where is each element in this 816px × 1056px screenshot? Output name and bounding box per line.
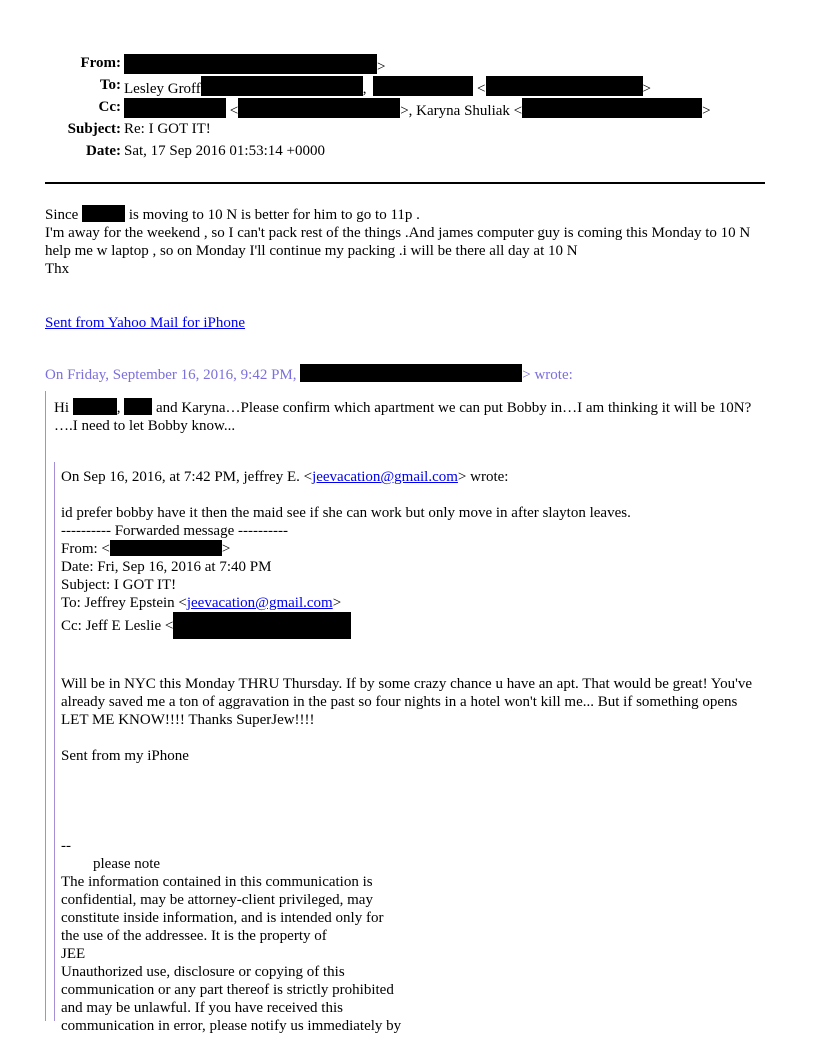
disclaimer-line: communication or any part thereof is strictly prohibited — [61, 982, 394, 998]
redaction — [124, 54, 377, 74]
redaction — [201, 76, 363, 96]
quote-attribution: On Friday, September 16, 2016, 9:42 PM, > wrote: — [45, 364, 573, 384]
quoted-message — [45, 391, 770, 1034]
disclaimer — [61, 873, 766, 1035]
email-link[interactable]: jeevacation@gmail.com — [312, 469, 458, 485]
sent-from-iphone: Sent from my iPhone — [61, 748, 189, 764]
to-label: To: — [99, 77, 121, 93]
quoted-text: Hi , and Karyna…Please confirm which apartment we can put Bobby in…I am thinking it will be 10N? ….I need to let Bobby know... — [54, 400, 752, 434]
signature-dash: -- — [61, 838, 71, 854]
cc-value: < >, Karyna Shuliak < > — [124, 98, 711, 120]
forwarded-cc: Cc: Jeff E Leslie < — [61, 612, 766, 639]
to-row — [45, 76, 745, 98]
forwarded-date: Date: Fri, Sep 16, 2016 at 7:40 PM — [61, 559, 272, 575]
disclaimer-line: constitute inside information, and is intended only for — [61, 910, 384, 926]
message-line-1: Since is moving to 10 N is better for him to go to 11p . — [45, 207, 420, 223]
message-line-2: I'm away for the weekend , so I can't pack rest of the things .And james computer guy is coming this Monday to 10 N help me w laptop , so on Monday I'll continue my packing .i will be there all day at 10 N — [45, 225, 751, 259]
forwarded-to: To: Jeffrey Epstein <jeevacation@gmail.com> — [61, 595, 342, 611]
redaction — [373, 76, 473, 96]
disclaimer-line: The information contained in this communication is — [61, 874, 373, 890]
redaction — [110, 540, 222, 556]
disclaimer-line: the use of the addressee. It is the property of — [61, 928, 327, 944]
email-link[interactable]: jeevacation@gmail.com — [186, 595, 333, 611]
from-label: From: — [80, 55, 121, 71]
redaction — [73, 398, 117, 415]
date-row — [45, 142, 745, 164]
nested-quoted-text — [61, 468, 766, 1035]
forwarded-separator: ---------- Forwarded message ---------- — [61, 523, 288, 539]
message-body — [45, 205, 770, 278]
forwarded-from: From: < > — [61, 541, 231, 557]
yahoo-mail-link[interactable]: Sent from Yahoo Mail for iPhone — [45, 315, 245, 331]
disclaimer-line: communication in error, please notify us immediately by — [61, 1018, 402, 1034]
disclaimer-line: and may be unlawful. If you have received this — [61, 1000, 343, 1016]
preference-line: id prefer bobby have it then the maid see if she can work but only move in after slayton leaves. — [61, 505, 631, 521]
quote-bar — [54, 462, 55, 1021]
from-row — [45, 54, 745, 76]
redaction — [486, 76, 643, 96]
forwarded-subject: Subject: I GOT IT! — [61, 577, 177, 593]
redaction — [238, 98, 400, 118]
cc-label: Cc: — [98, 99, 121, 115]
redaction — [124, 98, 226, 118]
subject-value: Re: I GOT IT! — [124, 121, 211, 137]
from-value: > — [124, 54, 385, 76]
cc-row — [45, 98, 745, 120]
redaction — [173, 612, 351, 639]
disclaimer-line: confidential, may be attorney-client privileged, may — [61, 892, 373, 908]
redaction — [522, 98, 702, 118]
nested-attribution: On Sep 16, 2016, at 7:42 PM, jeffrey E. <jeevacation@gmail.com> wrote: — [61, 469, 509, 485]
date-value: Sat, 17 Sep 2016 01:53:14 +0000 — [124, 143, 325, 159]
quote-bar — [45, 391, 46, 1021]
redaction — [124, 398, 152, 415]
header-divider — [45, 182, 765, 184]
disclaimer-line: Unauthorized use, disclosure or copying of this — [61, 964, 345, 980]
email-header — [45, 54, 745, 164]
to-value: Lesley Groff , < > — [124, 76, 651, 98]
redaction — [300, 364, 522, 382]
disclaimer-line: JEE — [61, 946, 86, 962]
signature-note: please note — [93, 856, 161, 872]
date-label: Date: — [86, 143, 121, 159]
forwarded-body: Will be in NYC this Monday THRU Thursday. If by some crazy chance u have an apt. That would be great! You've already saved me a ton of aggravation in the past so four nights in a hotel won't kill me... But if something opens LET ME KNOW!!!! Thanks SuperJew!!!! — [61, 676, 752, 728]
message-line-3: Thx — [45, 261, 70, 277]
nested-quoted-message — [54, 462, 770, 1034]
subject-label: Subject: — [67, 121, 121, 137]
to-name: Lesley Groff — [124, 81, 201, 97]
subject-row — [45, 120, 745, 142]
redaction — [82, 205, 125, 222]
